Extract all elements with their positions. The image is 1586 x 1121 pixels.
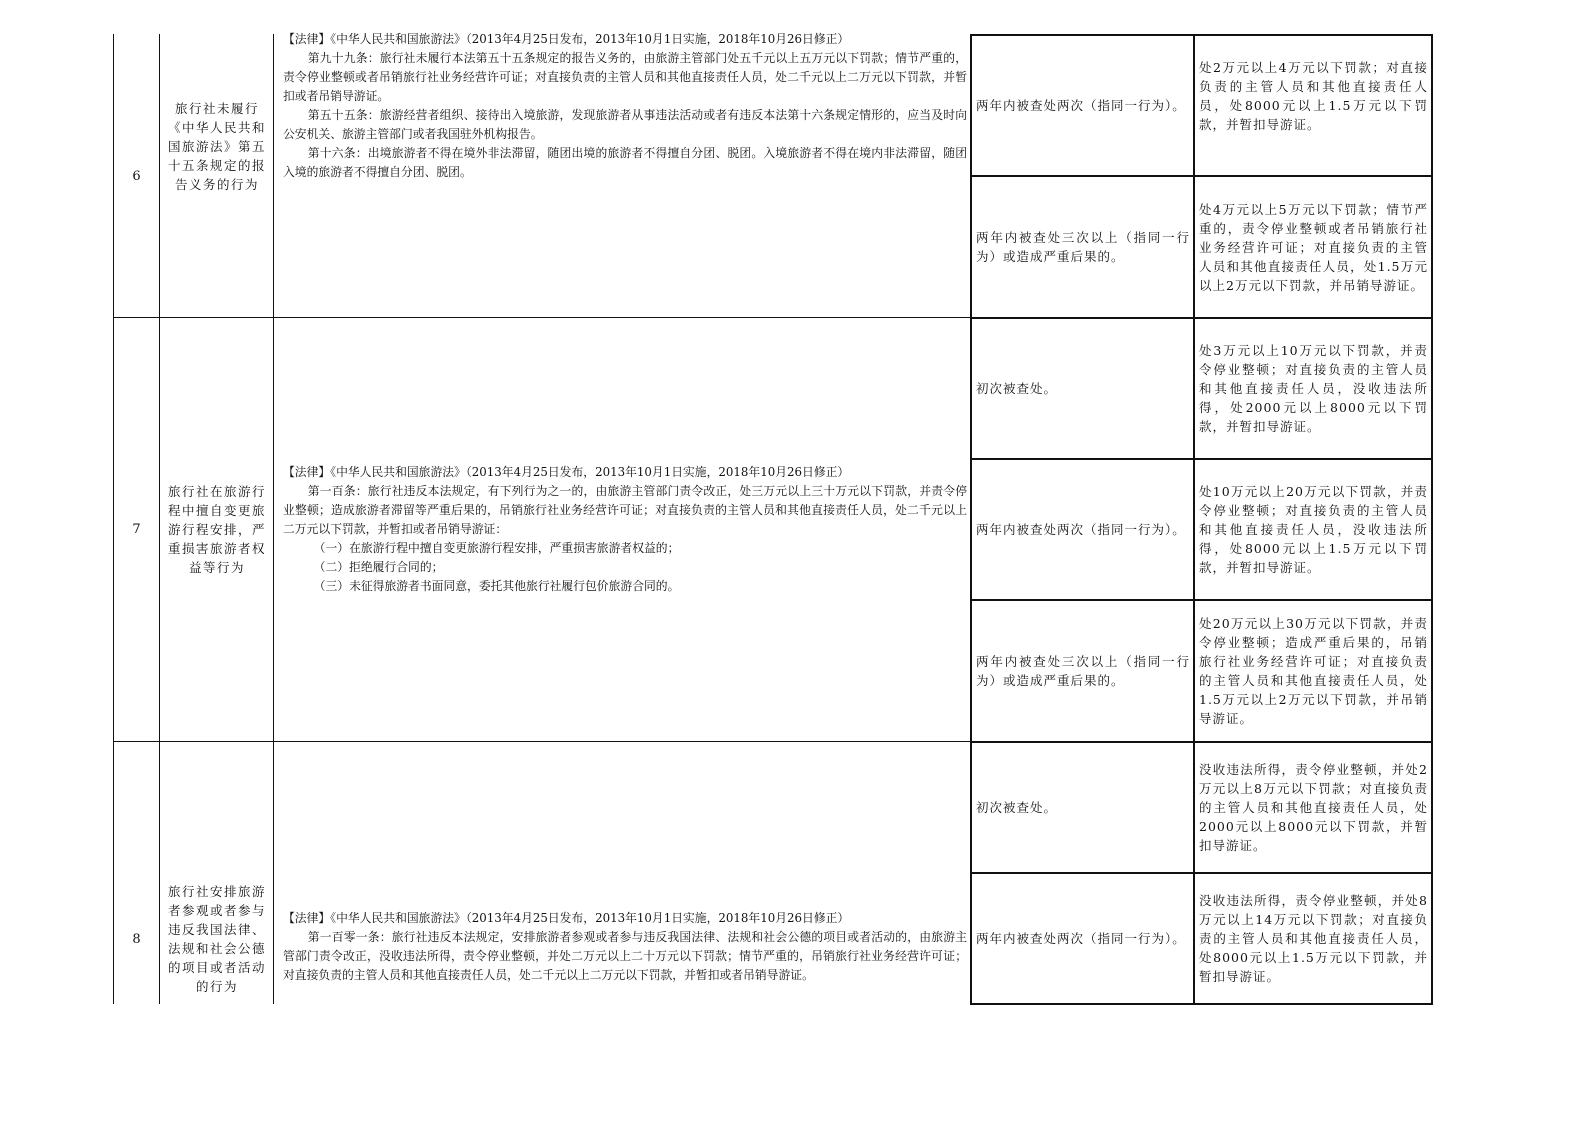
row-number: 6 (132, 168, 141, 184)
basis-heading: 【法律】《中华人民共和国旅游法》（2013年4月25日发布，2013年10月1日实施，2018年10月26日修正） (283, 911, 850, 925)
circumstance-text: 两年内被查处三次以上（指同一行为）或造成严重后果的。 (976, 230, 1190, 264)
penalty-cell (1195, 460, 1431, 599)
penalty-cell (1195, 874, 1431, 1003)
circumstance-cell (972, 36, 1193, 175)
basis-article: 第九十九条：旅行社未履行本法第五十五条规定的报告义务的，由旅游主管部门处五千元以上五万元以下罚款；情节严重的，责令停业整顿或者吊销旅行社业务经营许可证；对直接负责的主管人员和其他直接责任人员，处二千元以上二万元以下罚款，并暂扣或者吊销导游证。 (283, 51, 967, 103)
penalty-cell (1195, 319, 1431, 458)
circumstance-text: 两年内被查处两次（指同一行为）。 (976, 98, 1186, 113)
circumstance-cell (972, 874, 1193, 1003)
circumstance-cell (972, 177, 1193, 317)
basis-heading: 【法律】《中华人民共和国旅游法》（2013年4月25日发布，2013年10月1日实施，2018年10月26日修正） (283, 465, 850, 479)
circumstance-text: 两年内被查处两次（指同一行为）。 (976, 522, 1186, 537)
basis-clause: （二）拒绝履行合同的； (313, 560, 444, 574)
basis-article: 第一百条：旅行社违反本法规定，有下列行为之一的，由旅游主管部门责令改正，处三万元以上三十万元以下罚款，并责令停业整顿；造成旅游者滞留等严重后果的，吊销旅行社业务经营许可证；对直接负责的主管人员和其他直接责任人员，处二千元以上二万元以下罚款，并暂扣或者吊销导游证： (283, 484, 967, 536)
column-divider-no (159, 34, 160, 1004)
row-number: 7 (132, 522, 141, 537)
penalty-text: 处10万元以上20万元以下罚款，并责令停业整顿；对直接负责的主管人员和其他直接责任人员，没收违法所得，处8000元以上1.5万元以下罚款，并暂扣导游证。 (1199, 484, 1428, 575)
penalty-cell (1195, 177, 1431, 317)
circumstance-text: 两年内被查处两次（指同一行为）。 (976, 931, 1186, 946)
penalty-cell (1195, 601, 1431, 741)
violation-item: 旅行社未履行《中华人民共和国旅游法》第五十五条规定的报告义务的行为 (167, 100, 266, 192)
circumstance-cell (972, 319, 1193, 458)
penalty-text: 处4万元以上5万元以下罚款；情节严重的，责令停业整顿或者吊销旅行社业务经营许可证；对直接负责的主管人员和其他直接责任人员，处1.5万元以上2万元以下罚款，并吊销导游证。 (1199, 201, 1428, 293)
column-divider-item (273, 34, 274, 1004)
basis-heading: 【法律】《中华人民共和国旅游法》（2013年4月25日发布，2013年10月1日实施，2018年10月26日修正） (283, 32, 850, 46)
basis-clause: （一）在旅游行程中擅自变更旅游行程安排，严重损害旅游者权益的； (313, 541, 680, 555)
circumstance-text: 初次被查处。 (976, 800, 1058, 815)
penalty-cell (1195, 743, 1431, 872)
penalty-text: 处2万元以上4万元以下罚款；对直接负责的主管人员和其他直接责任人员，处8000元以上1.5万元以下罚款，并暂扣导游证。 (1199, 59, 1428, 132)
circumstance-cell (972, 601, 1193, 741)
basis-article: 第一百零一条：旅行社违反本法规定，安排旅游者参观或者参与违反我国法律、法规和社会公德的项目或者活动的，由旅游主管部门责令改正，没收违法所得，责令停业整顿，并处二万元以上二十万元以下罚款；情节严重的，吊销旅行社业务经营许可证；对直接负责的主管人员和其他直接责任人员，处二千元以上二万元以下罚款，并暂扣或者吊销导游证。 (283, 930, 967, 982)
row-number: 8 (132, 931, 141, 947)
circumstance-cell (972, 743, 1193, 872)
legal-basis (275, 30, 971, 200)
legal-basis (275, 318, 971, 741)
penalty-cell (1195, 36, 1431, 175)
penalty-text: 没收违法所得，责令停业整顿，并处8万元以上14万元以下罚款；对直接负责的主管人员和其他直接责任人员，处8000元以上1.5万元以下罚款，并暂扣导游证。 (1199, 893, 1428, 984)
penalty-text: 处3万元以上10万元以下罚款，并责令停业整顿；对直接负责的主管人员和其他直接责任人员，没收违法所得，处2000元以上8000元以下罚款，并暂扣导游证。 (1199, 343, 1428, 434)
circumstance-cell (972, 460, 1193, 599)
legal-basis (275, 742, 971, 1004)
penalty-text: 处20万元以上30万元以下罚款，并责令停业整顿；造成严重后果的，吊销旅行社业务经营许可证；对直接负责的主管人员和其他直接责任人员，处1.5万元以上2万元以下罚款，并吊销导游证。 (1199, 616, 1428, 726)
penalty-text: 没收违法所得，责令停业整顿，并处2万元以上8万元以下罚款；对直接负责的主管人员和其他直接责任人员，处2000元以上8000元以下罚款，并暂扣导游证。 (1199, 762, 1428, 853)
circumstance-text: 两年内被查处三次以上（指同一行为）或造成严重后果的。 (976, 654, 1190, 688)
basis-article: 第十六条：出境旅游者不得在境外非法滞留，随团出境的旅游者不得擅自分团、脱团。入境旅游者不得在境内非法滞留，随团入境的旅游者不得擅自分团、脱团。 (283, 146, 967, 179)
basis-article: 第五十五条：旅游经营者组织、接待出入境旅游，发现旅游者从事违法活动或者有违反本法第十六条规定情形的，应当及时向公安机关、旅游主管部门或者我国驻外机构报告。 (283, 108, 967, 141)
circumstance-text: 初次被查处。 (976, 381, 1058, 396)
basis-clause: （三）未征得旅游者书面同意，委托其他旅行社履行包价旅游合同的。 (313, 579, 680, 593)
violation-item: 旅行社安排旅游者参观或者参与违反我国法律、法规和社会公德的项目或者活动的行为 (167, 884, 266, 994)
violation-item: 旅行社在旅游行程中擅自变更旅游行程安排，严重损害旅游者权益等行为 (167, 484, 266, 575)
